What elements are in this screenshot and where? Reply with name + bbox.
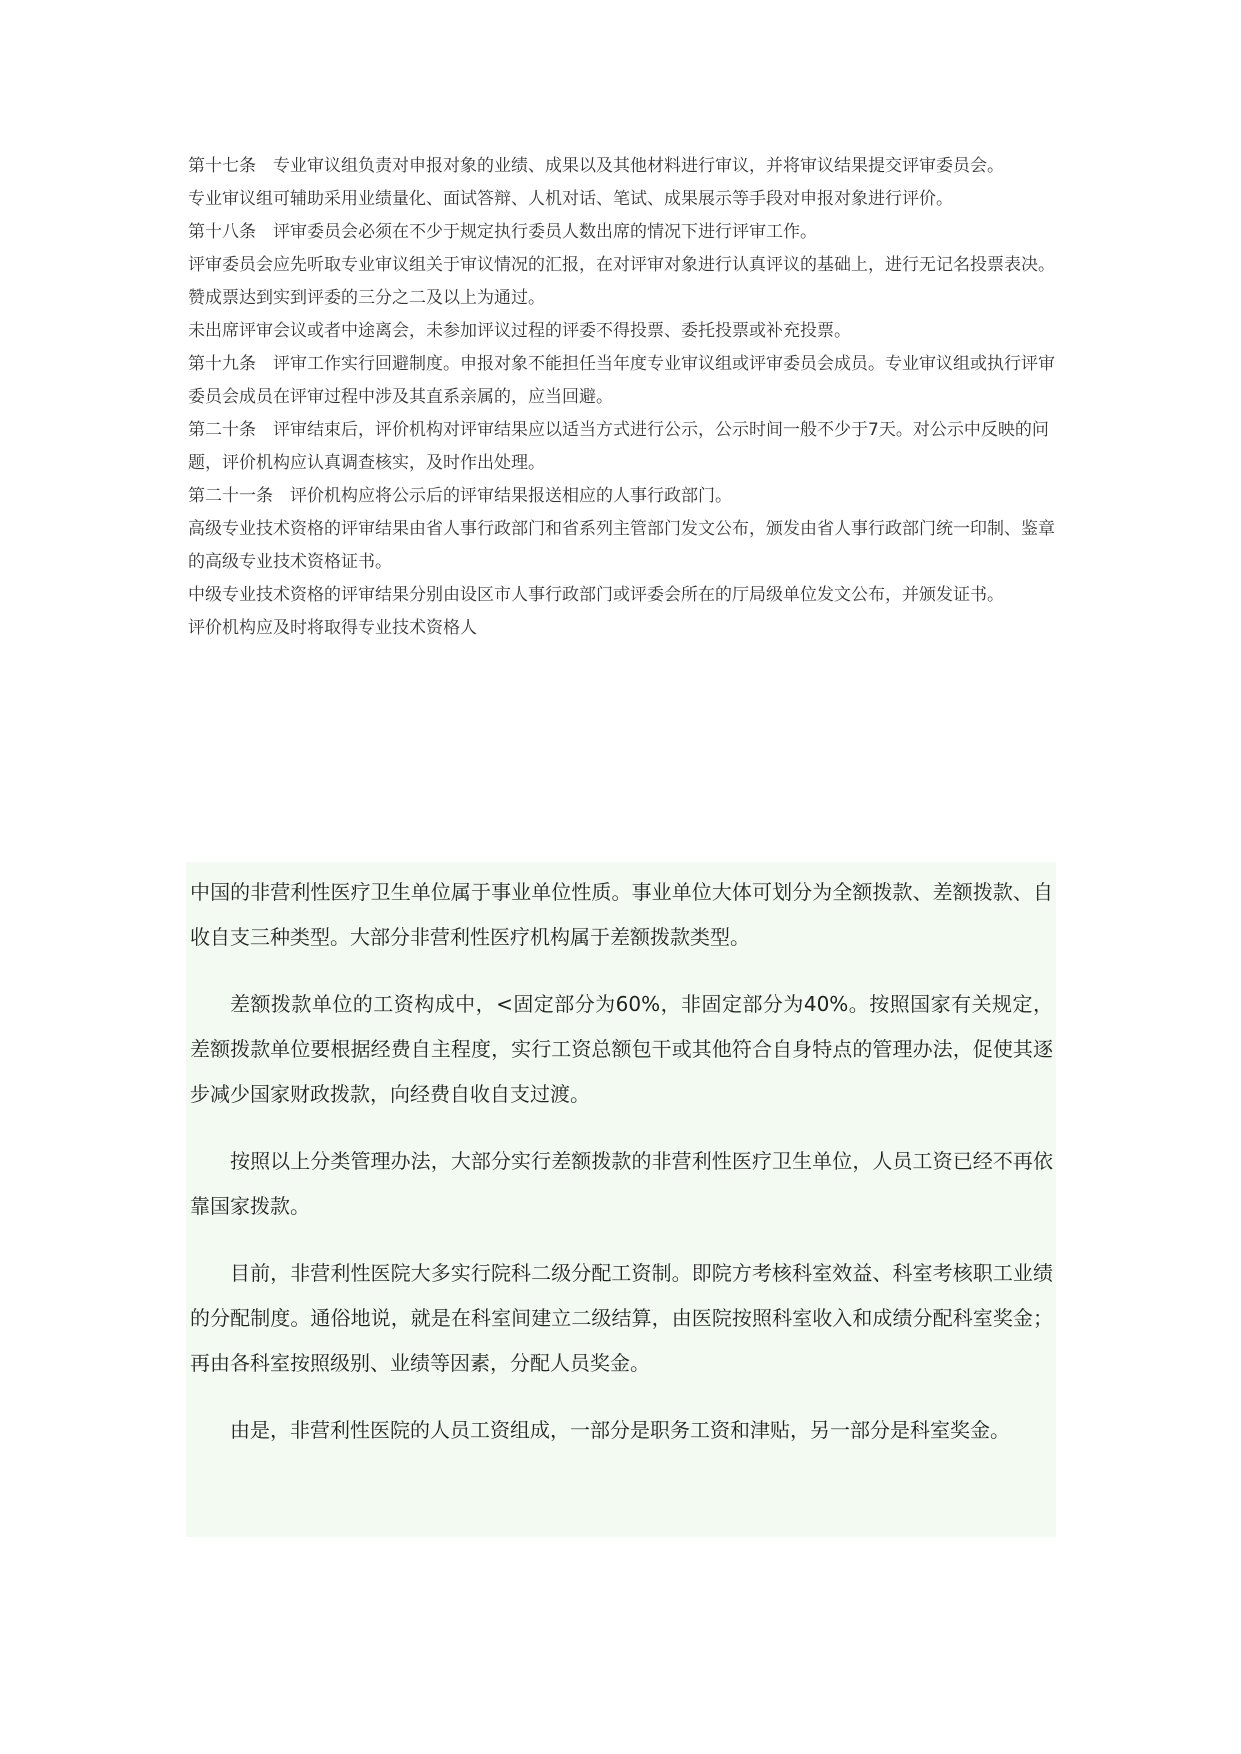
institution-type-paragraph: 中国的非营利性医疗卫生单位属于事业单位性质。事业单位大体可划分为全额拨款、差额拨款、自收自支三种类型。大部分非营利性医疗机构属于差额拨款类型。: [190, 880, 1053, 949]
article-17-paragraph: 第十七条 专业审议组负责对申报对象的业绩、成果以及其他材料进行审议，并将审议结果提交评审委员会。: [188, 156, 1004, 176]
truncated-paragraph: 评价机构应及时将取得专业技术资格人: [188, 618, 477, 638]
two-level-distribution-paragraph: 目前，非营利性医院大多实行院科二级分配工资制。即院方考核科室效益、科室考核职工业绩的分配制度。通俗地说，就是在科室间建立二级结算，由医院按照科室收入和成绩分配科室奖金；再由各科室按照级别、业绩等因素，分配人员奖金。: [190, 1261, 1053, 1375]
hospital-salary-text-block: [186, 862, 1056, 1537]
salary-composition-paragraph: 由是，非营利性医院的人员工资组成，一部分是职务工资和津贴，另一部分是科室奖金。: [230, 1418, 1010, 1442]
article-19-paragraph: 第十九条 评审工作实行回避制度。申报对象不能担任当年度专业审议组或评审委员会成员。专业审议组或执行评审委员会成员在评审过程中涉及其直系亲属的，应当回避。: [188, 354, 1055, 407]
senior-qualification-paragraph: 高级专业技术资格的评审结果由省人事行政部门和省系列主管部门发文公布，颁发由省人事行政部门统一印制、鉴章的高级专业技术资格证书。: [188, 519, 1055, 572]
committee-voting-paragraph: 评审委员会应先听取专业审议组关于审议情况的汇报，在对评审对象进行认真评议的基础上，进行无记名投票表决。赞成票达到实到评委的三分之二及以上为通过。: [188, 255, 1055, 308]
absent-member-paragraph: 未出席评审会议或者中途离会，未参加评议过程的评委不得投票、委托投票或补充投票。: [188, 321, 851, 341]
article-21-paragraph: 第二十一条 评价机构应将公示后的评审结果报送相应的人事行政部门。: [188, 486, 732, 506]
review-methods-paragraph: 专业审议组可辅助采用业绩量化、面试答辩、人机对话、笔试、成果展示等手段对申报对象进行评价。: [188, 189, 953, 209]
article-20-paragraph: 第二十条 评审结束后，评价机构对评审结果应以适当方式进行公示，公示时间一般不少于7天。对公示中反映的问题，评价机构应认真调查核实，及时作出处理。: [188, 420, 1049, 473]
article-18-paragraph: 第十八条 评审委员会必须在不少于规定执行委员人数出席的情况下进行评审工作。: [188, 222, 817, 242]
salary-structure-paragraph: 差额拨款单位的工资构成中，<固定部分为60%，非固定部分为40%。按照国家有关规定，差额拨款单位要根据经费自主程度，实行工资总额包干或其他符合自身特点的管理办法，促使其逐步减少国家财政拨款，向经费自收自支过渡。: [190, 992, 1053, 1106]
intermediate-qualification-paragraph: 中级专业技术资格的评审结果分别由设区市人事行政部门或评委会所在的厅局级单位发文公布，并颁发证书。: [188, 585, 1004, 605]
regulations-text-block: [188, 150, 1058, 645]
funding-paragraph: 按照以上分类管理办法，大部分实行差额拨款的非营利性医疗卫生单位，人员工资已经不再依靠国家拨款。: [190, 1149, 1053, 1218]
